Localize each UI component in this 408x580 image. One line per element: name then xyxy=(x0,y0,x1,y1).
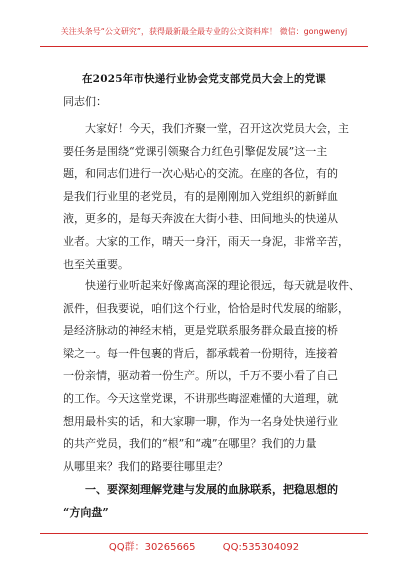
paragraph-line: 派件，但我要说，咱们这个行业，恰恰是时代发展的缩影， xyxy=(63,301,349,315)
header-banner: 关注头条号“公文研究”，获得最新最全最专业的公文资料库！ 微信：gongwenyj xyxy=(60,27,348,36)
paragraph-line: 梁之一。每一件包裹的背后，都承载着一份期待，连接着 xyxy=(63,346,338,360)
paragraph-line: 大家好！今天，我们齐聚一堂，召开这次党员大会，主 xyxy=(85,122,349,135)
paragraph-1 xyxy=(63,118,353,276)
section-heading-1 xyxy=(63,479,363,524)
footer-divider xyxy=(40,533,368,534)
paragraph-line: 一份亲情，驱动着一份生产。所以，千万不要小看了自己 xyxy=(63,369,338,383)
heading-line: 一、要深刻理解党建与发展的血脉联系，把稳思想的 xyxy=(85,483,338,496)
paragraph-line: 液，更多的，是每天奔波在大街小巷、田间地头的快递从 xyxy=(63,212,338,226)
paragraph-line: 题，和同志们进行一次心贴心的交流。在座的各位，有的 xyxy=(63,167,338,181)
document-title: 在2025年市快递行业协会党支部党员大会上的党课 xyxy=(81,73,327,85)
paragraph-line: 快递行业听起来好像离高深的理论很远，每天就是收件、 xyxy=(85,279,360,292)
header-divider xyxy=(40,46,368,47)
paragraph-line: 业者。大家的工作，晴天一身汗，雨天一身泥，非常辛苦， xyxy=(63,234,349,248)
greeting: 同志们： xyxy=(63,95,107,108)
paragraph-line: 想用最朴实的话，和大家聊一聊，作为一名身处快递行业 xyxy=(63,414,338,428)
footer-contact xyxy=(0,538,408,553)
paragraph-line: 也至关重要。 xyxy=(63,257,129,271)
paragraph-line: 是我们行业里的老党员，有的是刚刚加入党组织的新鲜血 xyxy=(63,189,338,203)
paragraph-line: 是经济脉动的神经末梢，更是党联系服务群众最直接的桥 xyxy=(63,324,338,338)
paragraph-line: 的共产党员，我们的“根”和“魂”在哪里？我们的力量 xyxy=(63,437,317,451)
qq-text: QQ:535304092 xyxy=(222,542,300,553)
paragraph-line: 从哪里来？我们的路要往哪里走？ xyxy=(63,459,228,473)
heading-line: “方向盘” xyxy=(63,505,109,519)
paragraph-line: 的工作。今天这堂党课，不讲那些晦涩难懂的大道理，就 xyxy=(63,391,338,405)
qq-group-text: QQ群：30265665 xyxy=(108,542,196,553)
paragraph-2 xyxy=(63,275,360,478)
paragraph-line: 要任务是围绕“党课引领聚合力红色引擎促发展”这一主 xyxy=(63,144,328,158)
